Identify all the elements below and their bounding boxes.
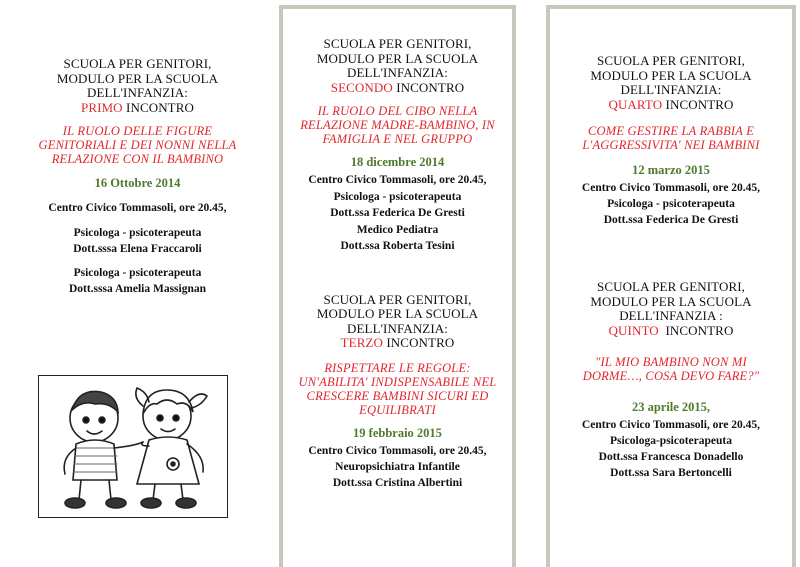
topic-line: "IL MIO BAMBINO NON MI [595, 355, 747, 369]
meeting-details [550, 180, 792, 228]
header-line: SCUOLA PER GENITORI, [323, 291, 472, 307]
speaker-block [5, 265, 270, 297]
meeting-header [5, 57, 270, 115]
ordinal-word: QUARTO [608, 96, 663, 112]
meeting-topic [550, 124, 792, 152]
venue-line: Centro Civico Tommasoli, ore 20.45, [581, 182, 761, 194]
topic-line: RELAZIONE CON IL BAMBINO [51, 152, 224, 166]
meeting-topic [283, 361, 512, 417]
topic-line: EQUILIBRATI [359, 402, 436, 417]
incontro-word: INCONTRO [662, 96, 734, 112]
children-illustration [38, 375, 228, 518]
header-line: SCUOLA PER GENITORI, [596, 279, 746, 294]
speaker-role: Medico Pediatra [356, 223, 439, 236]
meeting-header [283, 37, 512, 95]
panel-column-2 [279, 5, 516, 567]
meeting-details [550, 417, 792, 481]
meeting-date: 23 aprile 2015, [631, 400, 711, 414]
panel-terzo-incontro [283, 293, 512, 491]
header-line: MODULO PER LA SCUOLA [56, 70, 219, 86]
speaker-block [5, 225, 270, 257]
speaker-name: Dott.ssa Federica De Gresti [603, 214, 739, 226]
speaker-name: Dott.sssa Elena Fraccaroli [73, 243, 202, 255]
incontro-word: INCONTRO [392, 79, 465, 95]
speaker-role: Psicologa-psicoterapeuta [609, 435, 732, 447]
panel-column-3 [546, 5, 796, 567]
speaker-name: Dott.ssa Roberta Tesini [340, 240, 455, 252]
ordinal-word: PRIMO [80, 99, 123, 115]
meeting-topic [5, 124, 270, 166]
meeting-header [550, 54, 792, 112]
meeting-date: 16 Ottobre 2014 [94, 176, 181, 190]
panel-quarto-incontro [550, 54, 792, 228]
header-line: DELL'INFANZIA: [347, 320, 448, 336]
topic-line: IL RUOLO DEL CIBO NELLA [317, 104, 478, 118]
speaker-role: Psicologa - psicoterapeuta [333, 190, 462, 203]
panel-primo-incontro [5, 0, 270, 297]
speaker-name: Dott.ssa Cristina Albertini [332, 476, 463, 489]
meeting-ordinal [283, 81, 512, 96]
speaker-name: Dott.ssa Francesca Donadello [598, 451, 744, 463]
incontro-word: INCONTRO [122, 99, 194, 115]
panel-quinto-incontro [550, 280, 792, 481]
topic-line: COME GESTIRE LA RABBIA E [587, 124, 755, 138]
meeting-ordinal [283, 336, 512, 351]
incontro-word: INCONTRO [658, 322, 734, 338]
header-line: MODULO PER LA SCUOLA [316, 50, 479, 66]
speaker-name: Dott.ssa Federica De Gresti [330, 207, 465, 219]
header-line: DELL'INFANZIA: [620, 82, 722, 97]
topic-line: GENITORIALI E DEI NONNI NELLA [38, 138, 237, 152]
speaker-role: Psicologa - psicoterapeuta [73, 267, 202, 279]
meeting-ordinal [550, 324, 792, 339]
ordinal-word: SECONDO [330, 79, 393, 95]
venue-line: Centro Civico Tommasoli, ore 20.45, [308, 174, 487, 186]
meeting-topic [550, 355, 792, 383]
speaker-name: Dott.sssa Amelia Massignan [68, 283, 207, 295]
ordinal-word: QUINTO [608, 322, 659, 338]
topic-line: DORME…, COSA DEVO FARE?" [582, 369, 760, 383]
topic-line: UN'ABILITA' INDISPENSABILE NEL [298, 374, 497, 389]
header-line: DELL'INFANZIA: [87, 85, 188, 100]
header-line: SCUOLA PER GENITORI, [63, 56, 212, 71]
meeting-details [283, 172, 512, 255]
meeting-header [283, 293, 512, 351]
meeting-ordinal [5, 101, 270, 116]
speaker-role: Psicologa - psicoterapeuta [607, 198, 735, 210]
incontro-word: INCONTRO [383, 335, 455, 350]
children-drawing [39, 376, 227, 517]
header-line: MODULO PER LA SCUOLA [590, 67, 752, 83]
meeting-venue: Centro Civico Tommasoli, ore 20.45, [48, 202, 227, 214]
meeting-topic [283, 104, 512, 146]
topic-line: IL RUOLO DELLE FIGURE [62, 124, 213, 138]
meeting-date: 12 marzo 2015 [632, 163, 710, 177]
venue-line: Centro Civico Tommasoli, ore 20.45, [581, 419, 761, 431]
header-line: SCUOLA PER GENITORI, [596, 53, 746, 68]
meeting-ordinal [550, 98, 792, 113]
header-line: SCUOLA PER GENITORI, [323, 36, 472, 51]
topic-line: RISPETTARE LE REGOLE: [324, 360, 471, 375]
topic-line: FAMIGLIA E NEL GRUPPO [322, 132, 473, 146]
panel-secondo-incontro [283, 37, 512, 255]
speaker-role: Neuropsichiatra Infantile [335, 460, 460, 473]
topic-line: L'AGGRESSIVITA' NEI BAMBINI [582, 138, 760, 152]
speaker-name: Dott.ssa Sara Bertoncelli [610, 467, 732, 479]
meeting-date: 18 dicembre 2014 [350, 155, 445, 169]
meeting-details [283, 443, 512, 491]
venue-line: Centro Civico Tommasoli, ore 20.45, [308, 444, 487, 457]
meeting-date: 19 febbraio 2015 [353, 425, 442, 440]
topic-line: RELAZIONE MADRE-BAMBINO, IN [300, 118, 495, 132]
header-line: MODULO PER LA SCUOLA [316, 306, 479, 321]
header-line: DELL'INFANZIA: [347, 65, 448, 80]
header-line: MODULO PER LA SCUOLA [590, 293, 752, 309]
meeting-header [550, 280, 792, 338]
topic-line: CRESCERE BAMBINI SICURI ED [306, 388, 489, 403]
ordinal-word: TERZO [340, 335, 384, 350]
header-line: DELL'INFANZIA : [619, 308, 723, 323]
speaker-role: Psicologa - psicoterapeuta [73, 227, 202, 239]
